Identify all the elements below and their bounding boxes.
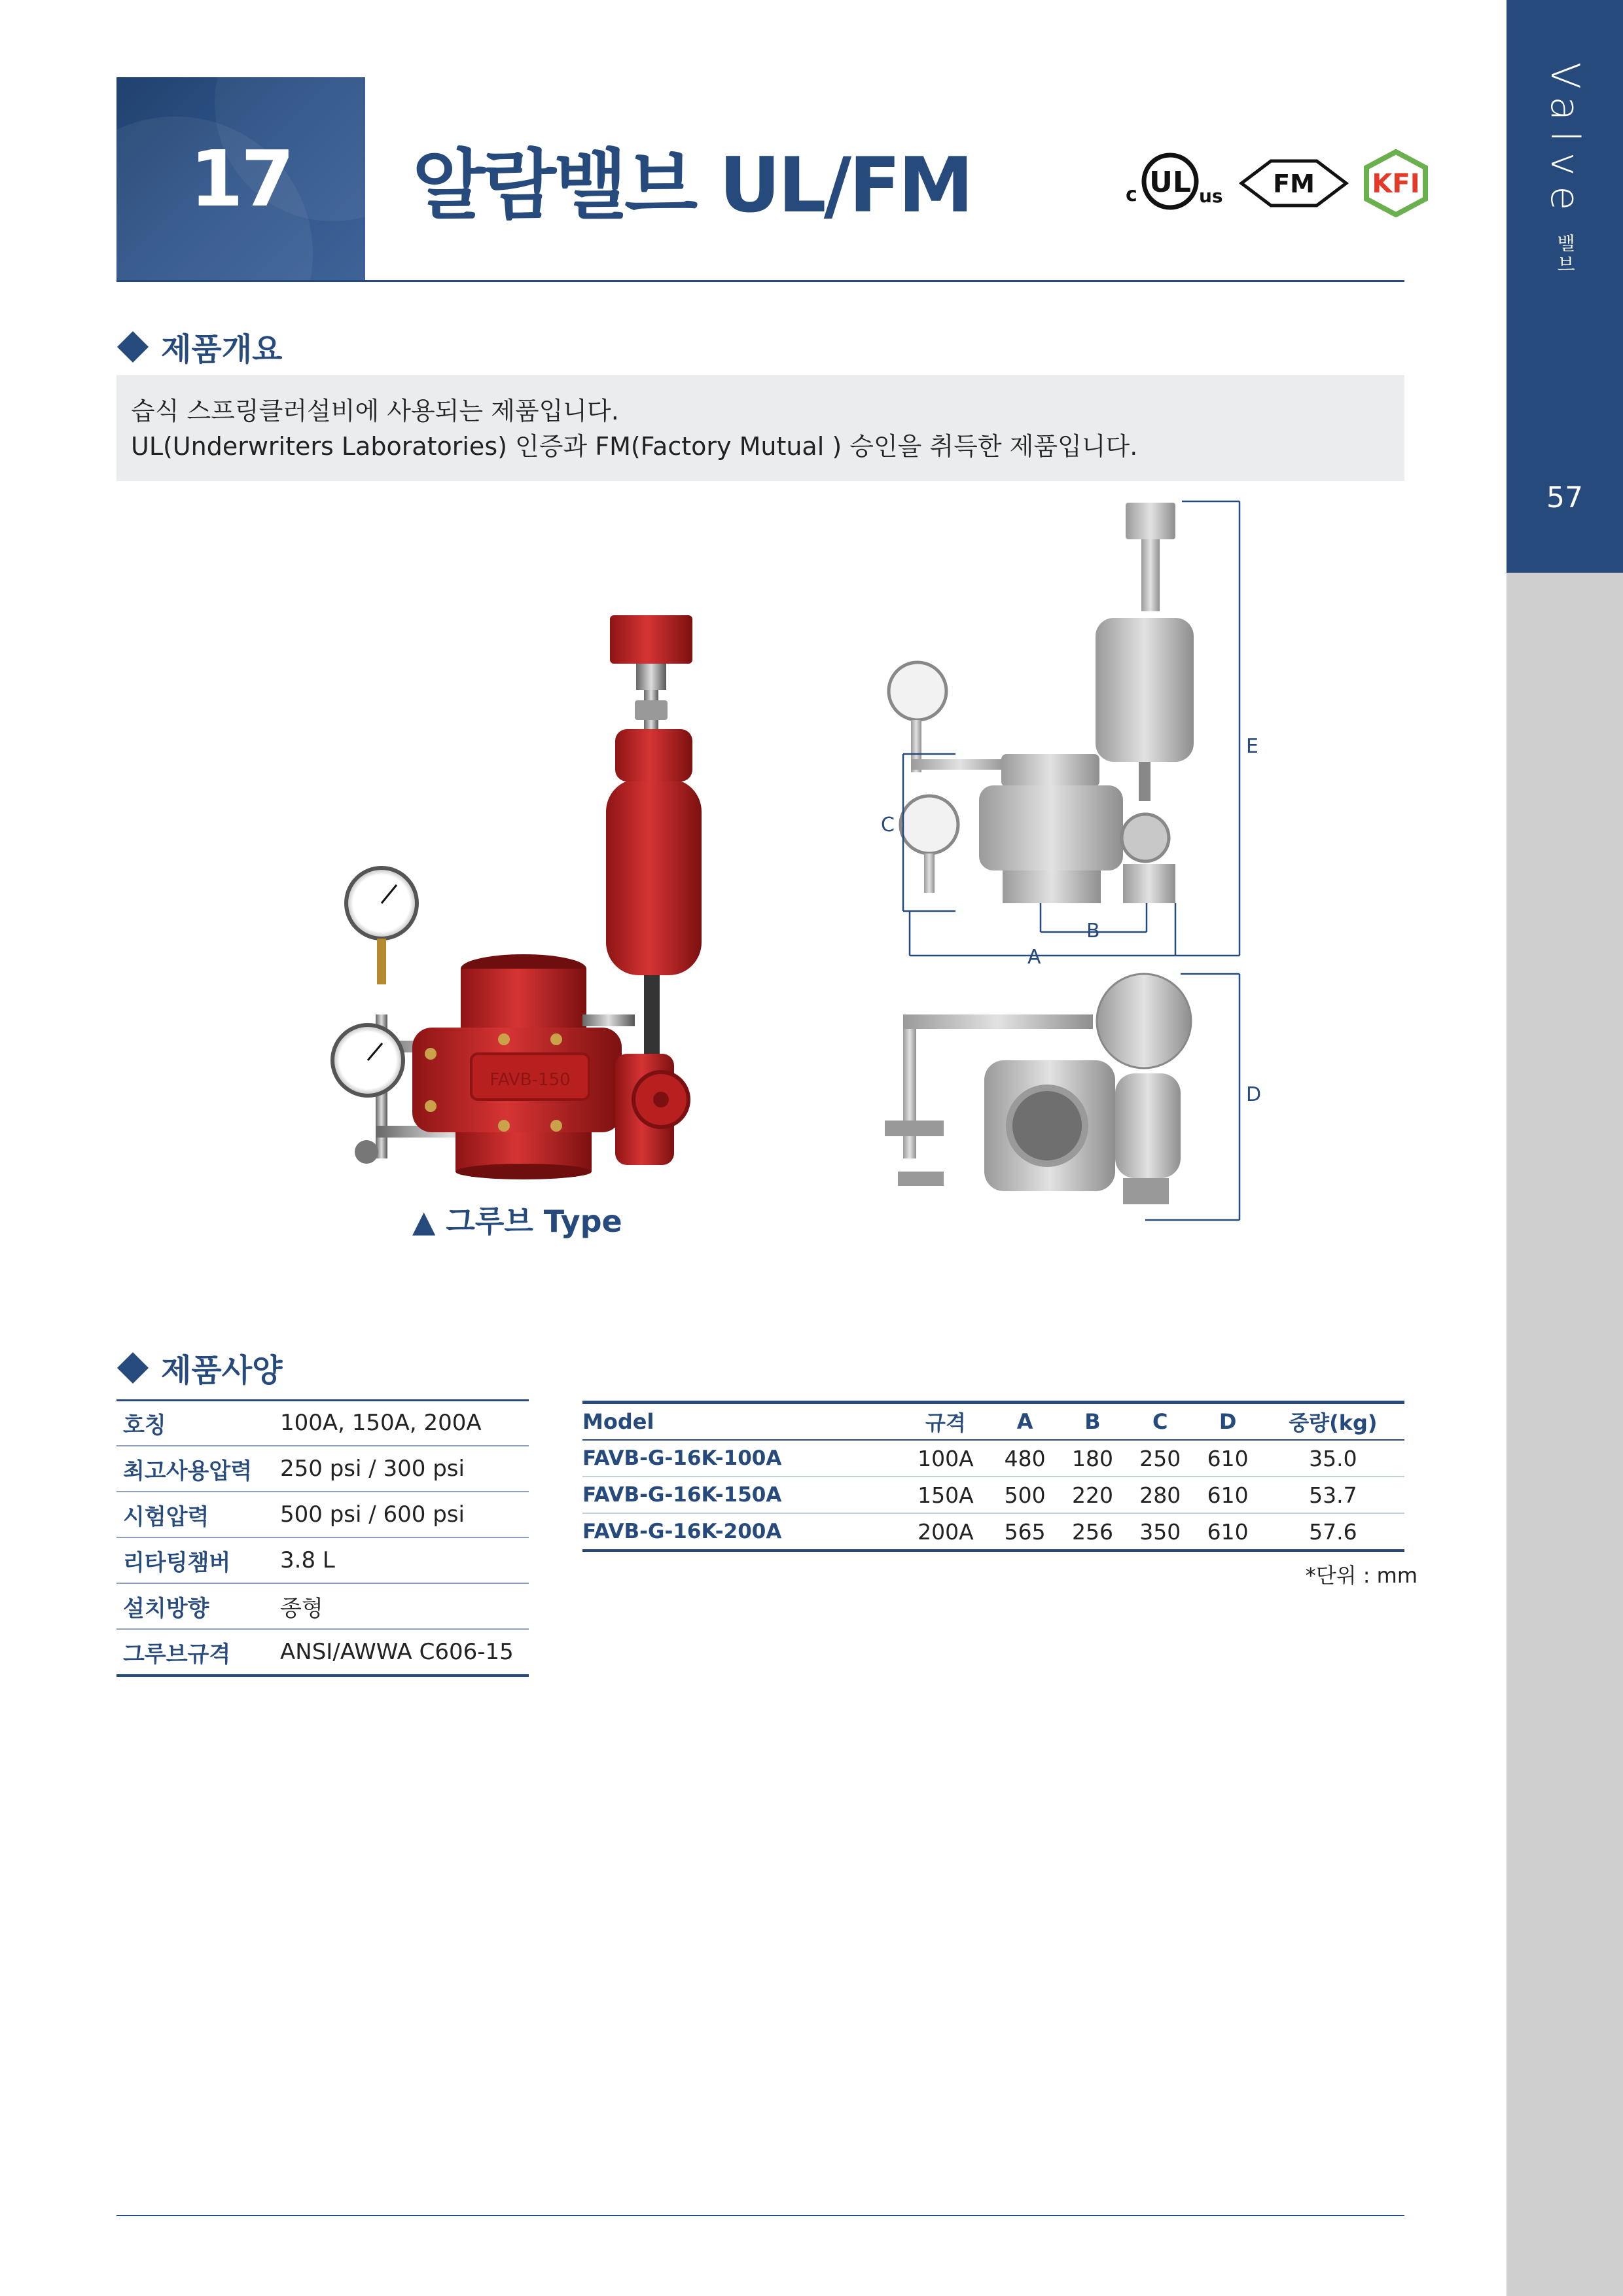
fm-approval-logo	[1238, 157, 1349, 209]
chapter-number-box	[116, 77, 365, 280]
cell-weight: 53.7	[1262, 1477, 1404, 1513]
diamond-bullet-icon	[117, 1352, 149, 1383]
dimension-label-c: C	[881, 814, 895, 836]
spec-row	[116, 1537, 529, 1583]
cell-b: 256	[1059, 1513, 1126, 1551]
column-header-b: B	[1059, 1403, 1126, 1441]
cell-model: FAVB-G-16K-200A	[582, 1513, 900, 1551]
side-tab-subtitle: 밸브	[1554, 234, 1576, 276]
spec-key: 그루브규격	[116, 1629, 274, 1676]
spec-key: 리타팅챔버	[116, 1537, 274, 1583]
column-header-weight: 중량(kg)	[1262, 1403, 1404, 1441]
page-number: 57	[1546, 481, 1583, 514]
spec-key: 최고사용압력	[116, 1446, 274, 1492]
cell-d: 610	[1194, 1477, 1261, 1513]
spec-key: 시험압력	[116, 1492, 274, 1537]
cell-d: 610	[1194, 1440, 1261, 1477]
valve-body-label: FAVB-150	[490, 1070, 571, 1090]
spec-value: ANSI/AWWA C606-15	[274, 1629, 529, 1676]
cell-model: FAVB-G-16K-150A	[582, 1477, 900, 1513]
cell-a: 565	[991, 1513, 1059, 1551]
specs-heading-text: 제품사양	[161, 1352, 283, 1389]
ul-us: us	[1199, 185, 1223, 207]
column-header-d: D	[1194, 1403, 1261, 1441]
overview-box	[116, 375, 1404, 481]
spec-value: 3.8 L	[274, 1537, 529, 1583]
table-row	[582, 1513, 1404, 1551]
spec-row	[116, 1492, 529, 1537]
spec-row	[116, 1629, 529, 1676]
header-divider	[116, 280, 1404, 282]
ul-certification-logo	[1119, 147, 1224, 219]
dimension-label-e: E	[1246, 735, 1258, 758]
overview-heading	[116, 324, 282, 369]
overview-line: 습식 스프링클러설비에 사용되는 제품입니다.	[131, 397, 619, 425]
spec-row	[116, 1446, 529, 1492]
table-row	[582, 1440, 1404, 1477]
cell-weight: 35.0	[1262, 1440, 1404, 1477]
model-table-header	[582, 1403, 1404, 1441]
cell-a: 500	[991, 1477, 1059, 1513]
chapter-number: 17	[189, 134, 293, 224]
column-header-size: 규격	[900, 1403, 991, 1441]
alarm-valve-product-image	[327, 602, 720, 1191]
spec-value: 500 psi / 600 psi	[274, 1492, 529, 1537]
model-table	[582, 1401, 1404, 1552]
spec-row	[116, 1401, 529, 1446]
cell-size: 100A	[900, 1440, 991, 1477]
spec-table	[116, 1401, 529, 1677]
ul-mark: UL	[1149, 166, 1191, 199]
diamond-bullet-icon	[117, 331, 149, 362]
cell-b: 180	[1059, 1440, 1126, 1477]
unit-note: *단위 : mm	[1305, 1563, 1418, 1588]
dimension-label-b: B	[1086, 920, 1100, 942]
cell-d: 610	[1194, 1513, 1261, 1551]
side-tab-label	[1507, 62, 1623, 285]
ul-c: c	[1126, 183, 1137, 206]
column-header-a: A	[991, 1403, 1059, 1441]
kfi-certification-logo	[1360, 149, 1432, 217]
fm-mark: FM	[1273, 170, 1315, 198]
cell-size: 200A	[900, 1513, 991, 1551]
cell-c: 280	[1126, 1477, 1194, 1513]
spec-row	[116, 1583, 529, 1629]
side-tab-title: Valve	[1542, 62, 1588, 221]
cell-c: 350	[1126, 1513, 1194, 1551]
spec-key: 설치방향	[116, 1583, 274, 1629]
spec-value: 종형	[274, 1583, 529, 1629]
cell-size: 150A	[900, 1477, 991, 1513]
spec-value: 100A, 150A, 200A	[274, 1401, 529, 1446]
cell-weight: 57.6	[1262, 1513, 1404, 1551]
kfi-mark: KFI	[1372, 169, 1420, 199]
cell-model: FAVB-G-16K-100A	[582, 1440, 900, 1477]
cell-b: 220	[1059, 1477, 1126, 1513]
overview-line: UL(Underwriters Laboratories) 인증과 FM(Factory Mutual ) 승인을 취득한 제품입니다.	[131, 432, 1138, 461]
column-header-c: C	[1126, 1403, 1194, 1441]
overview-heading-text: 제품개요	[161, 331, 283, 368]
spec-key: 호칭	[116, 1401, 274, 1446]
cell-a: 480	[991, 1440, 1059, 1477]
cell-c: 250	[1126, 1440, 1194, 1477]
column-header-model: Model	[582, 1403, 900, 1441]
page-title: 알람밸브 UL/FM	[412, 141, 971, 230]
dimension-label-a: A	[1027, 946, 1041, 969]
table-row	[582, 1477, 1404, 1513]
specs-heading	[116, 1345, 282, 1390]
product-caption: ▲ 그루브 Type	[412, 1204, 622, 1239]
dimension-drawing	[864, 497, 1270, 1230]
dimension-label-d: D	[1246, 1083, 1262, 1106]
spec-value: 250 psi / 300 psi	[274, 1446, 529, 1492]
footer-divider	[116, 2215, 1404, 2216]
